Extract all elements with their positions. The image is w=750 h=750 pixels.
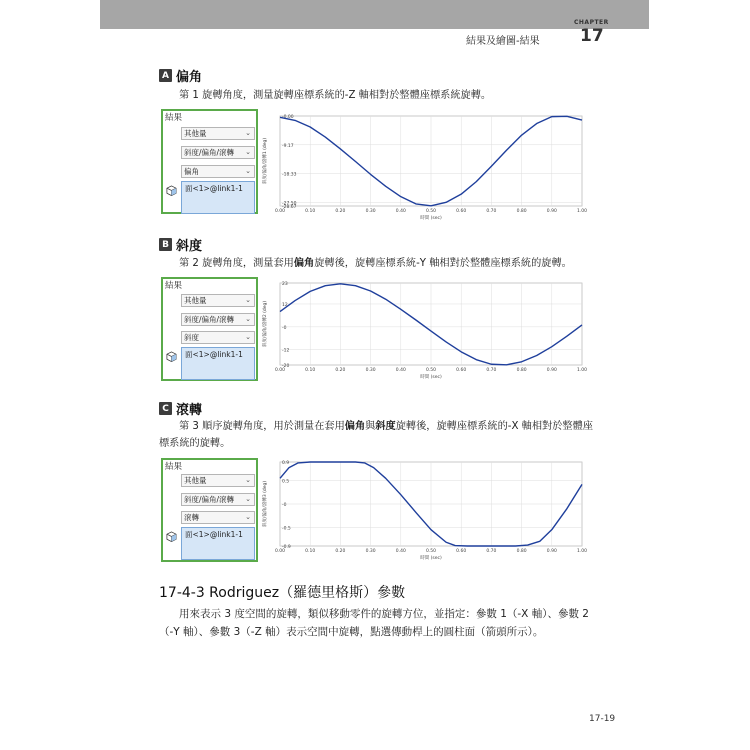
x-tick-label: 1.00 (576, 368, 588, 373)
face-cube-icon (166, 185, 177, 196)
quantity-dropdown[interactable] (181, 294, 255, 307)
y-tick-label: -18.33 (282, 172, 297, 178)
results-panel-title: 結果 (165, 281, 183, 291)
desc-text: 第 3 順序旋轉角度，用於測量在套用 (179, 421, 345, 432)
component-dropdown[interactable] (181, 493, 255, 506)
y-tick-label: -0.00 (282, 115, 294, 120)
x-tick-label: 0.30 (365, 368, 376, 373)
section-c-description (159, 418, 596, 452)
chevron-down-icon: ⌄ (245, 513, 251, 521)
results-panel-c (161, 458, 258, 562)
component-dropdown-value: 斜度/偏角/滾轉 (184, 495, 235, 504)
chevron-down-icon: ⌄ (245, 476, 251, 484)
chart-b (260, 279, 590, 385)
y-tick-label: -0 (282, 325, 287, 331)
y-tick-label: -20 (282, 364, 290, 369)
x-tick-label: 0.10 (305, 209, 316, 214)
x-tick-label: 0.50 (425, 368, 437, 373)
desc-text: 旋轉後，旋轉座標系統的-X 軸相對於整體座標系統的旋轉。 (159, 421, 593, 449)
component-dropdown[interactable] (181, 146, 255, 159)
chart-a (260, 112, 590, 226)
chapter-label: CHAPTER (574, 19, 609, 26)
x-tick-label: 0.60 (456, 549, 467, 554)
x-tick-label: 1.00 (576, 549, 588, 554)
x-tick-label: 0.80 (516, 368, 527, 373)
angle-dropdown[interactable] (181, 165, 255, 178)
x-tick-label: 0.70 (486, 209, 497, 214)
x-tick-label: 0.40 (395, 368, 406, 373)
chapter-number: 17 (580, 26, 604, 46)
quantity-dropdown[interactable] (181, 127, 255, 140)
results-panel-title: 結果 (165, 462, 183, 472)
section-a-badge: A (159, 69, 172, 82)
x-tick-label: 0.50 (425, 209, 437, 214)
section-b-title: 斜度 (176, 239, 203, 254)
angle-dropdown-value: 斜度 (184, 333, 199, 342)
quantity-dropdown-value: 其他量 (184, 296, 207, 305)
face-selection-value: 面<1>@link1-1 (185, 530, 243, 539)
chapter-title: 結果及繪圖-結果 (466, 36, 540, 47)
results-panel-a (161, 109, 258, 214)
y-tick-label: 0.9 (282, 461, 290, 466)
quantity-dropdown-value: 其他量 (184, 476, 207, 485)
results-panel-b (161, 277, 258, 381)
y-tick-label: 23 (282, 282, 288, 287)
section-b-badge: B (159, 238, 172, 251)
x-tick-label: 1.00 (576, 209, 588, 214)
section-c-title: 滾轉 (176, 403, 203, 418)
x-tick-label: 0.20 (335, 209, 346, 214)
chevron-down-icon: ⌄ (245, 148, 251, 156)
section-c-badge: C (159, 402, 172, 415)
desc-text: 旋轉後，旋轉座標系統-Y 軸相對於整體座標系統的旋轉。 (314, 258, 572, 269)
chevron-down-icon: ⌄ (245, 495, 251, 503)
component-dropdown-value: 斜度/偏角/滾轉 (184, 148, 235, 157)
face-selection-box[interactable] (181, 347, 255, 380)
x-tick-label: 0.90 (546, 368, 557, 373)
top-header-bar (100, 0, 649, 29)
x-tick-label: 0.90 (546, 549, 557, 554)
y-axis-label: 斜度/偏角/滾轉2 (deg) (263, 300, 268, 348)
x-tick-label: 0.70 (486, 549, 497, 554)
desc-bold-term: 偏角 (344, 421, 366, 432)
x-tick-label: 0.40 (395, 549, 406, 554)
x-axis-label: 時間 (sec) (420, 375, 442, 380)
section-a-description: 第 1 旋轉角度，測量旋轉座標系統的-Z 軸相對於整體座標系統旋轉。 (179, 90, 492, 101)
x-tick-label: 0.00 (274, 209, 286, 214)
rodriguez-paragraph: 用來表示 3 度空間的旋轉，類似移動零件的旋轉方位，並指定：參數 1（-X 軸）、參數 2（-Y 軸）、參數 3（-Z 軸）表示空間中旋轉，點選傳動桿上的圓柱面（箭頭所示）。 (159, 608, 589, 638)
angle-dropdown-value: 滾轉 (184, 513, 199, 522)
chart-c (260, 458, 590, 566)
angle-dropdown-value: 偏角 (184, 167, 199, 176)
x-tick-label: 0.60 (456, 368, 467, 373)
x-tick-label: 0.20 (335, 368, 346, 373)
y-axis-label: 斜度/偏角/滾轉1 (deg) (263, 137, 268, 185)
x-tick-label: 0.30 (365, 209, 376, 214)
x-tick-label: 0.80 (516, 209, 527, 214)
y-tick-label: 12 (282, 302, 288, 308)
section-b-heading (159, 235, 202, 254)
face-selection-value: 面<1>@link1-1 (185, 184, 243, 193)
y-tick-label: 0.5 (282, 479, 290, 485)
face-selection-value: 面<1>@link1-1 (185, 350, 243, 359)
angle-dropdown[interactable] (181, 511, 255, 524)
desc-text: 與 (365, 421, 376, 432)
angle-dropdown[interactable] (181, 331, 255, 344)
desc-text: 第 2 旋轉角度，測量套用 (179, 258, 294, 269)
y-tick-label: -0.5 (282, 526, 291, 532)
x-tick-label: 0.60 (456, 209, 467, 214)
section-c-heading (159, 399, 202, 418)
chevron-down-icon: ⌄ (245, 296, 251, 304)
y-tick-label: -0 (282, 503, 287, 508)
section-a-title: 偏角 (176, 70, 203, 85)
x-axis-label: 時間 (sec) (420, 216, 442, 221)
x-tick-label: 0.00 (274, 549, 286, 554)
x-tick-label: 0.80 (516, 549, 527, 554)
y-tick-label: -9.17 (282, 143, 294, 149)
chart-c-svg (260, 458, 590, 562)
results-panel-title: 結果 (165, 113, 183, 123)
rodriguez-heading: 17-4-3 Rodriguez（羅德里格斯）參數 (159, 585, 406, 601)
chevron-down-icon: ⌄ (245, 315, 251, 323)
x-tick-label: 0.90 (546, 209, 557, 214)
chart-a-svg (260, 112, 590, 222)
chevron-down-icon: ⌄ (245, 167, 251, 175)
desc-bold-term: 偏角 (293, 258, 315, 269)
desc-bold-term: 斜度 (375, 421, 396, 432)
x-tick-label: 0.30 (365, 549, 376, 554)
x-tick-label: 0.50 (425, 549, 437, 554)
y-tick-label: -12 (282, 348, 290, 354)
x-axis-label: 時間 (sec) (420, 556, 442, 561)
x-tick-label: 0.40 (395, 209, 406, 214)
component-dropdown-value: 斜度/偏角/滾轉 (184, 315, 235, 324)
face-selection-box[interactable] (181, 527, 255, 560)
section-b-description (179, 255, 599, 272)
x-tick-label: 0.20 (335, 549, 346, 554)
quantity-dropdown[interactable] (181, 474, 255, 487)
face-cube-icon (166, 351, 177, 362)
x-tick-label: 0.10 (305, 549, 316, 554)
y-tick-label: -0.9 (282, 545, 291, 550)
page-number: 17-19 (589, 714, 616, 724)
y-tick-label: -28.67 (282, 205, 297, 210)
chart-b-svg (260, 279, 590, 381)
x-tick-label: 0.00 (274, 368, 286, 373)
y-tick-label: -27.50 (282, 201, 297, 207)
quantity-dropdown-value: 其他量 (184, 129, 207, 138)
chevron-down-icon: ⌄ (245, 333, 251, 341)
chevron-down-icon: ⌄ (245, 129, 251, 137)
component-dropdown[interactable] (181, 313, 255, 326)
x-tick-label: 0.10 (305, 368, 316, 373)
y-axis-label: 斜度/偏角/滾轉3 (deg) (263, 480, 268, 528)
section-a-heading (159, 66, 202, 85)
face-selection-box[interactable] (181, 181, 255, 214)
face-cube-icon (166, 531, 177, 542)
x-tick-label: 0.70 (486, 368, 497, 373)
